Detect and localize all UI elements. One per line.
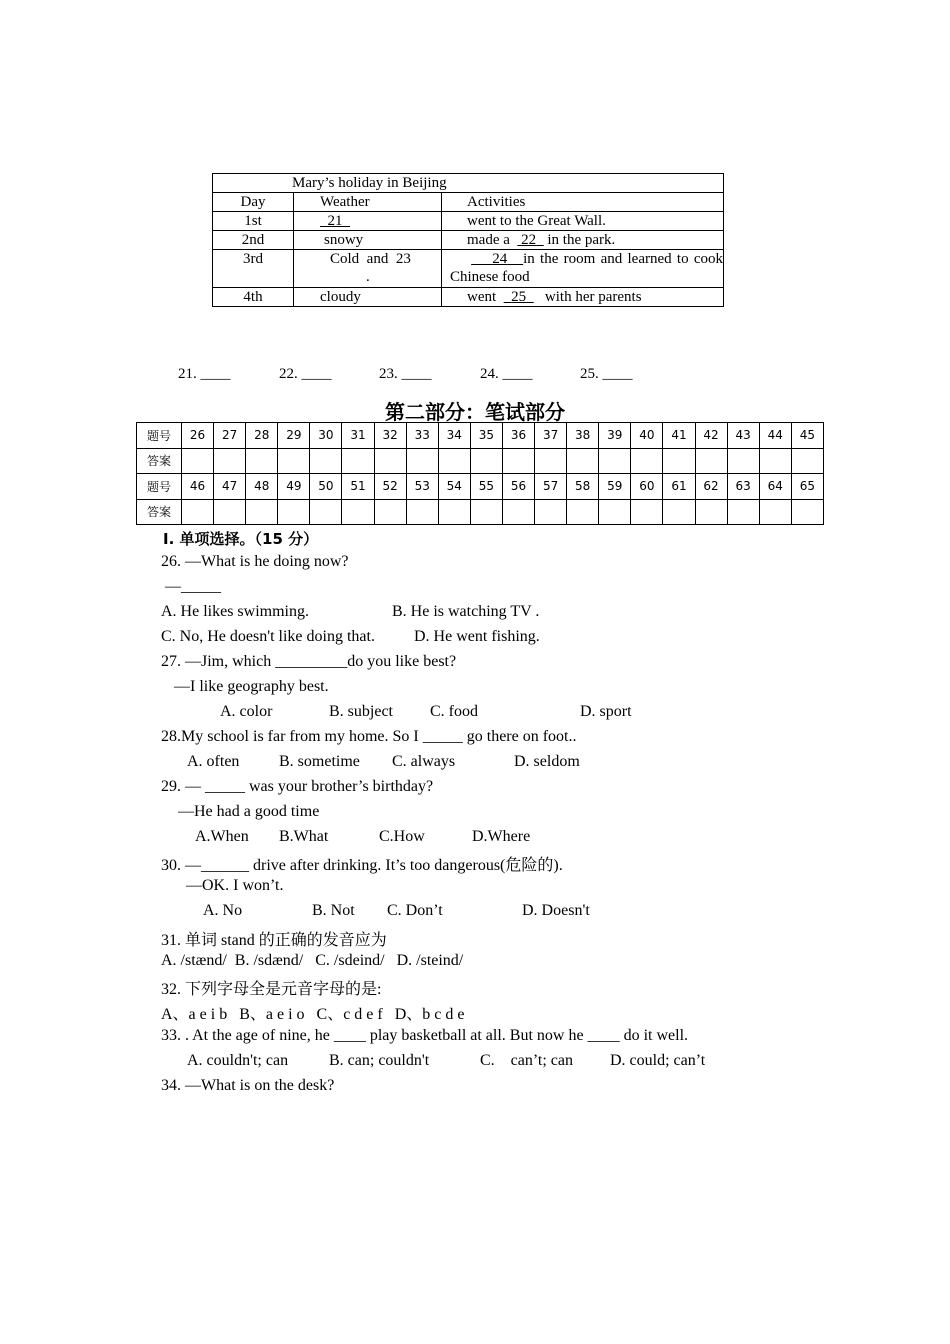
answer-cell [374, 499, 406, 525]
answer-cell [214, 448, 246, 474]
answer-blank: 21. ____ [178, 366, 231, 382]
answer-cell [310, 448, 342, 474]
answer-cell [631, 499, 663, 525]
question-number-cell: 30 [310, 423, 342, 449]
question-32-options: A、a e i b B、a e i o C、c d e f D、b c d e [161, 1006, 465, 1023]
answer-cell [310, 499, 342, 525]
holiday-row [213, 212, 724, 231]
option: C. food [430, 703, 478, 720]
question-number-cell: 36 [502, 423, 534, 449]
answer-cell [727, 448, 759, 474]
answer-cell [246, 448, 278, 474]
question-number-cell: 52 [374, 474, 406, 500]
answer-cell [182, 448, 214, 474]
holiday-row [213, 288, 724, 307]
blank-23-dot: . [366, 269, 370, 285]
question-number-cell: 32 [374, 423, 406, 449]
question-number-cell: 61 [663, 474, 695, 500]
question-29-reply: —He had a good time [178, 803, 320, 820]
question-number-cell: 38 [567, 423, 599, 449]
weather-cell [294, 250, 442, 288]
question-number-cell: 56 [502, 474, 534, 500]
grid-label-ans: 答案 [137, 448, 182, 474]
question-number-cell: 65 [791, 474, 823, 500]
option: C. always [392, 753, 456, 770]
part2-title: 第二部分：笔试部分 [385, 400, 565, 424]
answer-cell [663, 448, 695, 474]
option: D. He went fishing. [414, 628, 540, 645]
option: B. can; couldn't [329, 1052, 430, 1069]
option: B. sometime [279, 753, 360, 770]
blank-22: 22 [521, 232, 537, 248]
question-31: 31. 单词 stand 的正确的发音应为 [161, 932, 387, 949]
option: B.What [279, 828, 329, 845]
day-cell: 3rd [213, 250, 294, 288]
weather-text: Cold and 23 [330, 251, 411, 267]
question-number-cell: 60 [631, 474, 663, 500]
answer-cell [599, 499, 631, 525]
question-number-cell: 48 [246, 474, 278, 500]
question-number-cell: 26 [182, 423, 214, 449]
answer-cell [567, 499, 599, 525]
question-28: 28.My school is far from my home. So I _____ go there on foot.. [161, 728, 577, 745]
option: D. seldom [514, 753, 580, 770]
question-number-cell: 40 [631, 423, 663, 449]
question-number-cell: 46 [182, 474, 214, 500]
question-26-reply: —_____ [165, 578, 221, 595]
answer-cell [374, 448, 406, 474]
answer-cell [759, 448, 791, 474]
option: C. No, He doesn't like doing that. [161, 628, 375, 645]
answer-cell [535, 448, 567, 474]
blank-25: 25 [511, 289, 527, 305]
question-number-cell: 63 [727, 474, 759, 500]
grid-label-ans: 答案 [137, 499, 182, 525]
question-number-cell: 53 [406, 474, 438, 500]
answer-cell [502, 499, 534, 525]
activity-cell [442, 250, 724, 288]
grid-label-num: 题号 [137, 423, 182, 449]
activity-cell [442, 231, 724, 250]
answer-cell [599, 448, 631, 474]
answer-cell [663, 499, 695, 525]
answer-cell [502, 448, 534, 474]
question-30-reply: —OK. I won’t. [186, 877, 284, 894]
question-number-cell: 57 [535, 474, 567, 500]
grid-label-num: 题号 [137, 474, 182, 500]
answer-cell [438, 499, 470, 525]
option: D. Doesn't [522, 902, 590, 919]
answer-cell [438, 448, 470, 474]
activity-cell: went to the Great Wall. [442, 212, 724, 231]
answer-cell [631, 448, 663, 474]
answer-cell [278, 448, 310, 474]
option: A.When [195, 828, 249, 845]
answer-cell [535, 499, 567, 525]
blank-21: 21 [327, 213, 343, 229]
question-number-cell: 35 [470, 423, 502, 449]
day-cell: 2nd [213, 231, 294, 250]
option: A. No [203, 902, 243, 919]
question-number-cell: 43 [727, 423, 759, 449]
answer-cell [695, 448, 727, 474]
activity-text: went [467, 289, 497, 305]
question-27: 27. —Jim, which _________do you like best? [161, 653, 457, 670]
activity-text: made a [467, 232, 510, 248]
question-34: 34. —What is on the desk? [161, 1077, 335, 1094]
header-day: Day [213, 193, 294, 212]
question-32: 32. 下列字母全是元音字母的是: [161, 981, 382, 998]
blank-24: 24 [492, 251, 508, 267]
activity-text: in the park. [547, 232, 616, 248]
question-29: 29. — _____ was your brother’s birthday? [161, 778, 434, 795]
answer-cell [470, 448, 502, 474]
answer-cell [759, 499, 791, 525]
question-number-cell: 55 [470, 474, 502, 500]
question-number-cell: 44 [759, 423, 791, 449]
activity-cell [442, 288, 724, 307]
question-number-cell: 49 [278, 474, 310, 500]
answer-cell [406, 448, 438, 474]
answer-blank: 23. ____ [379, 366, 432, 382]
answer-cell [342, 499, 374, 525]
option: A. color [220, 703, 273, 720]
option: D. sport [580, 703, 632, 720]
question-number-cell: 27 [214, 423, 246, 449]
option: B. subject [329, 703, 393, 720]
question-number-cell: 28 [246, 423, 278, 449]
answer-grid [136, 422, 824, 525]
holiday-table [212, 173, 724, 307]
question-number-cell: 39 [599, 423, 631, 449]
option: A. couldn't; can [187, 1052, 289, 1069]
day-cell: 4th [213, 288, 294, 307]
answer-cell [791, 448, 823, 474]
question-number-cell: 47 [214, 474, 246, 500]
question-26: 26. —What is he doing now? [161, 553, 349, 570]
question-27-reply: —I like geography best. [174, 678, 329, 695]
day-cell: 1st [213, 212, 294, 231]
answer-blank: 24. ____ [480, 366, 533, 382]
answer-blank: 25. ____ [580, 366, 633, 382]
question-number-cell: 54 [438, 474, 470, 500]
question-number-cell: 31 [342, 423, 374, 449]
activity-text: in the room and learned to cook Chinese food [450, 251, 724, 285]
weather-cell [294, 212, 442, 231]
holiday-caption: Mary’s holiday in Beijing [213, 174, 724, 193]
answer-cell [182, 499, 214, 525]
question-number-cell: 58 [567, 474, 599, 500]
question-number-cell: 34 [438, 423, 470, 449]
question-number-cell: 59 [599, 474, 631, 500]
answer-cell [791, 499, 823, 525]
answer-cell [567, 448, 599, 474]
question-number-cell: 64 [759, 474, 791, 500]
question-number-cell: 50 [310, 474, 342, 500]
header-weather: Weather [294, 193, 442, 212]
answer-blank: 22. ____ [279, 366, 332, 382]
option: B. Not [312, 902, 355, 919]
option: C.How [379, 828, 425, 845]
question-31-options: A. /stænd/ B. /sdænd/ C. /sdeind/ D. /steind/ [161, 952, 464, 969]
activity-text: with her parents [544, 289, 642, 305]
question-number-cell: 42 [695, 423, 727, 449]
question-number-cell: 51 [342, 474, 374, 500]
question-number-cell: 37 [535, 423, 567, 449]
option: D.Where [472, 828, 531, 845]
option: D. could; can’t [610, 1052, 706, 1069]
question-number-cell: 62 [695, 474, 727, 500]
question-number-cell: 45 [791, 423, 823, 449]
question-number-cell: 33 [406, 423, 438, 449]
option: C. Don’t [387, 902, 443, 919]
weather-cell: cloudy [294, 288, 442, 307]
answer-cell [246, 499, 278, 525]
option: A. He likes swimming. [161, 603, 309, 620]
option: C. can’t; can [480, 1052, 574, 1069]
answer-cell [406, 499, 438, 525]
answer-cell [470, 499, 502, 525]
question-number-cell: 41 [663, 423, 695, 449]
answer-cell [214, 499, 246, 525]
question-33: 33. . At the age of nine, he ____ play basketball at all. But now he ____ do it well. [161, 1027, 689, 1044]
question-number-cell: 29 [278, 423, 310, 449]
holiday-row [213, 250, 724, 288]
question-30: 30. —______ drive after drinking. It’s too dangerous(危险的). [161, 857, 563, 874]
header-activities: Activities [442, 193, 724, 212]
weather-cell: snowy [294, 231, 442, 250]
option: A. often [187, 753, 240, 770]
answer-cell [278, 499, 310, 525]
section-heading: Ⅰ. 单项选择。（15 分） [163, 530, 319, 548]
answer-cell [342, 448, 374, 474]
answer-cell [695, 499, 727, 525]
answer-cell [727, 499, 759, 525]
holiday-row [213, 231, 724, 250]
option: B. He is watching TV . [392, 603, 540, 620]
